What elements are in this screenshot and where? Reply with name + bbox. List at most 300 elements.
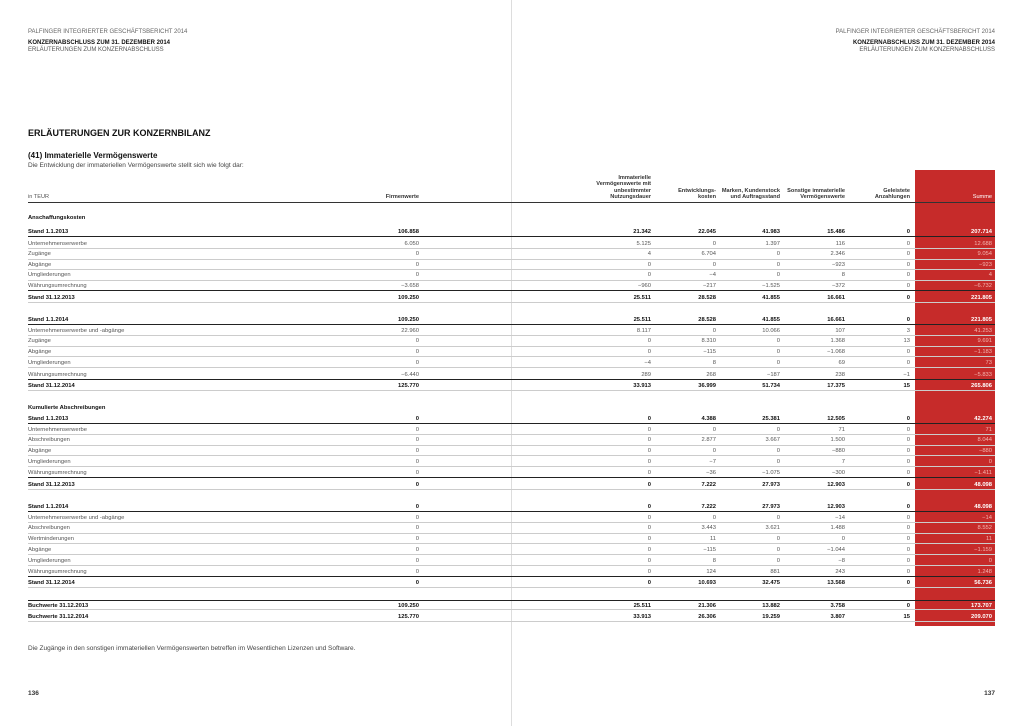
- value-cell: −8: [838, 557, 845, 564]
- value-cell: 15: [903, 613, 910, 620]
- sum-cell: −923: [978, 261, 992, 268]
- row-label: Zugänge: [28, 251, 51, 258]
- value-cell: 7: [841, 458, 845, 465]
- row-label: Unternehmenserwerbe und -abgänge: [28, 327, 125, 334]
- sum-cell: 221.805: [971, 294, 992, 301]
- value-cell: 25.381: [762, 415, 780, 422]
- value-cell: 0: [906, 469, 910, 476]
- row-label: Stand 1.1.2014: [28, 503, 69, 510]
- row-label: Abgänge: [28, 447, 52, 454]
- value-cell: 3.443: [701, 525, 716, 532]
- value-cell: 33.913: [633, 382, 651, 389]
- value-cell: 16.661: [827, 316, 845, 323]
- value-cell: 268: [706, 371, 716, 378]
- value-cell: 21.306: [698, 602, 716, 609]
- value-cell: 109.250: [398, 294, 419, 301]
- value-cell: 12.903: [827, 481, 845, 488]
- value-cell: 0: [906, 272, 910, 279]
- sum-cell: 41.253: [974, 327, 992, 334]
- value-cell: 0: [647, 437, 651, 444]
- value-cell: 28.528: [698, 316, 716, 323]
- value-cell: 8: [712, 557, 716, 564]
- row-label: Stand 1.1.2013: [28, 228, 69, 235]
- value-cell: 69: [838, 359, 845, 366]
- row-label: Unternehmenserwerbe und -abgänge: [28, 514, 125, 521]
- table-row: [28, 534, 995, 545]
- value-cell: 0: [906, 251, 910, 258]
- value-cell: 3: [906, 327, 910, 334]
- table-row: [28, 293, 995, 304]
- sum-cell: 173.707: [971, 602, 992, 609]
- table-row: [28, 556, 995, 567]
- value-cell: 0: [906, 557, 910, 564]
- value-cell: 0: [712, 426, 716, 433]
- table-row: [28, 239, 995, 250]
- value-cell: 0: [906, 359, 910, 366]
- row-label: Stand 31.12.2013: [28, 481, 75, 488]
- subsection-title: ERLÄUTERUNGEN ZUM KONZERNABSCHLUSS: [28, 47, 164, 53]
- value-cell: 243: [835, 568, 845, 575]
- value-cell: 0: [647, 503, 651, 510]
- value-cell: −880: [831, 447, 845, 454]
- value-cell: 0: [906, 426, 910, 433]
- value-cell: −1.075: [762, 469, 780, 476]
- value-cell: 116: [835, 240, 845, 247]
- row-label: Unternehmenserwerbe: [28, 240, 87, 247]
- sum-cell: 209.070: [971, 613, 992, 620]
- value-cell: 1.488: [830, 525, 845, 532]
- value-cell: 7.222: [701, 481, 716, 488]
- table-row: [28, 315, 995, 326]
- value-cell: 0: [647, 272, 651, 279]
- value-cell: 109.250: [398, 316, 419, 323]
- value-cell: 0: [776, 261, 780, 268]
- value-cell: 15: [903, 382, 910, 389]
- value-cell: 0: [415, 426, 419, 433]
- table-row: [28, 358, 995, 369]
- value-cell: 28.528: [698, 294, 716, 301]
- value-cell: 2.346: [830, 251, 845, 258]
- value-cell: 0: [415, 579, 419, 586]
- value-cell: 0: [415, 437, 419, 444]
- row-label: Abgänge: [28, 261, 52, 268]
- value-cell: 0: [776, 514, 780, 521]
- value-cell: 4.388: [701, 415, 716, 422]
- value-cell: 8.310: [701, 338, 716, 345]
- value-cell: 0: [415, 447, 419, 454]
- value-cell: 0: [647, 338, 651, 345]
- value-cell: 0: [906, 481, 910, 488]
- value-cell: 0: [647, 525, 651, 532]
- value-cell: 0: [906, 447, 910, 454]
- value-cell: 238: [835, 371, 845, 378]
- value-cell: 0: [415, 261, 419, 268]
- row-label: Kumulierte Abschreibungen: [28, 404, 106, 411]
- report-title: PALFINGER INTEGRIERTER GESCHÄFTSBERICHT 2014: [28, 29, 188, 35]
- sum-cell: 207.714: [971, 228, 992, 235]
- value-cell: 0: [415, 458, 419, 465]
- value-cell: 27.973: [762, 503, 780, 510]
- row-label: Umgliederungen: [28, 458, 71, 465]
- report-title: PALFINGER INTEGRIERTER GESCHÄFTSBERICHT 2014: [835, 29, 995, 35]
- value-cell: 0: [776, 272, 780, 279]
- row-label: Stand 31.12.2014: [28, 579, 75, 586]
- page-title: ERLÄUTERUNGEN ZUR KONZERNBILANZ: [28, 128, 211, 138]
- value-cell: 1.500: [830, 437, 845, 444]
- value-cell: 0: [415, 272, 419, 279]
- value-cell: 0: [415, 338, 419, 345]
- table-row: [28, 326, 995, 337]
- value-cell: −115: [703, 348, 716, 355]
- row-label: Abschreibungen: [28, 437, 70, 444]
- value-cell: −1.068: [827, 348, 845, 355]
- value-cell: 0: [776, 546, 780, 553]
- table-row: [28, 513, 995, 524]
- value-cell: 41.855: [762, 316, 780, 323]
- table-row: [28, 523, 995, 534]
- value-cell: −36: [706, 469, 716, 476]
- value-cell: −923: [831, 261, 845, 268]
- table-row: [28, 260, 995, 271]
- row-label: Abschreibungen: [28, 525, 70, 532]
- value-cell: 41.855: [762, 294, 780, 301]
- sum-cell: 12.688: [974, 240, 992, 247]
- value-cell: 0: [906, 602, 910, 609]
- table-row: [28, 446, 995, 457]
- value-cell: 0: [906, 348, 910, 355]
- value-cell: 16.661: [827, 294, 845, 301]
- table-row: [28, 578, 995, 589]
- sum-cell: −14: [982, 514, 992, 521]
- value-cell: 0: [906, 514, 910, 521]
- value-cell: −1.525: [762, 282, 780, 289]
- value-cell: 27.973: [762, 481, 780, 488]
- value-cell: 0: [647, 261, 651, 268]
- sum-cell: −1.411: [974, 469, 992, 476]
- value-cell: 8: [841, 272, 845, 279]
- running-header-right: [836, 29, 995, 54]
- value-cell: 3.807: [830, 613, 845, 620]
- column-header: Summe: [972, 193, 992, 200]
- intro-text: Die Entwicklung der immateriellen Vermögenswerte stellt sich wie folgt dar:: [28, 162, 244, 169]
- value-cell: 7.222: [701, 503, 716, 510]
- row-label: Stand 31.12.2013: [28, 294, 75, 301]
- value-cell: 51.734: [762, 382, 780, 389]
- value-cell: 22.045: [698, 228, 716, 235]
- value-cell: −3.658: [401, 282, 419, 289]
- sum-cell: −6.732: [974, 282, 992, 289]
- table-row: [28, 270, 995, 281]
- value-cell: 0: [647, 568, 651, 575]
- section-title: KONZERNABSCHLUSS ZUM 31. DEZEMBER 2014: [852, 40, 995, 46]
- sum-cell: 48.098: [974, 503, 992, 510]
- sum-cell: 11: [985, 535, 992, 542]
- value-cell: −4: [644, 359, 651, 366]
- sum-cell: 1.248: [977, 568, 992, 575]
- value-cell: −372: [831, 282, 845, 289]
- value-cell: 10.693: [698, 579, 716, 586]
- value-cell: 12.903: [827, 503, 845, 510]
- value-cell: 0: [415, 503, 419, 510]
- sum-cell: 0: [988, 557, 992, 564]
- row-label: Währungsumrechnung: [28, 282, 87, 289]
- value-cell: 15.486: [827, 228, 845, 235]
- value-cell: 5.125: [636, 240, 651, 247]
- value-cell: 0: [415, 546, 419, 553]
- value-cell: 25.511: [633, 316, 651, 323]
- value-cell: 0: [906, 458, 910, 465]
- table-row: [28, 347, 995, 358]
- sum-cell: 9.691: [977, 338, 992, 345]
- sum-cell: −880: [978, 447, 992, 454]
- row-label: Umgliederungen: [28, 272, 71, 279]
- value-cell: 0: [776, 426, 780, 433]
- value-cell: 0: [712, 447, 716, 454]
- page-number-left: 136: [28, 690, 39, 697]
- table-row: [28, 435, 995, 446]
- value-cell: 0: [415, 514, 419, 521]
- table-row: [28, 227, 995, 238]
- running-header-left: [28, 29, 187, 54]
- value-cell: 0: [906, 568, 910, 575]
- value-cell: 3.621: [765, 525, 780, 532]
- value-cell: 0: [647, 447, 651, 454]
- value-cell: 36.999: [698, 382, 716, 389]
- value-cell: 1.397: [765, 240, 780, 247]
- row-label: Wertminderungen: [28, 535, 74, 542]
- row-label: Stand 1.1.2014: [28, 316, 69, 323]
- row-label: Abgänge: [28, 348, 52, 355]
- value-cell: 0: [906, 415, 910, 422]
- value-cell: 10.066: [762, 327, 780, 334]
- value-cell: 2.877: [701, 437, 716, 444]
- value-cell: 0: [415, 359, 419, 366]
- value-cell: 0: [415, 469, 419, 476]
- value-cell: 13.568: [827, 579, 845, 586]
- value-cell: 0: [776, 251, 780, 258]
- row-label: Buchwerte 31.12.2014: [28, 613, 89, 620]
- value-cell: 0: [647, 415, 651, 422]
- table-row: [28, 480, 995, 491]
- value-cell: 125.770: [398, 613, 419, 620]
- value-cell: 12.505: [827, 415, 845, 422]
- value-cell: 33.913: [633, 613, 651, 620]
- value-cell: 32.475: [762, 579, 780, 586]
- section-row: [28, 403, 995, 414]
- value-cell: 0: [647, 579, 651, 586]
- value-cell: 0: [415, 348, 419, 355]
- sum-cell: −1.183: [974, 348, 992, 355]
- table-row: [28, 425, 995, 436]
- note-heading: (41) Immaterielle Vermögenswerte: [28, 151, 158, 160]
- value-cell: 26.306: [698, 613, 716, 620]
- value-cell: 0: [415, 557, 419, 564]
- table-row: [28, 600, 995, 611]
- column-header: Entwicklungs- kosten: [678, 187, 716, 200]
- value-cell: −6.440: [401, 371, 419, 378]
- value-cell: 19.259: [762, 613, 780, 620]
- table-row: [28, 545, 995, 556]
- table-row: [28, 336, 995, 347]
- value-cell: 881: [770, 568, 780, 575]
- value-cell: −187: [766, 371, 780, 378]
- value-cell: 0: [906, 535, 910, 542]
- section-row: [28, 213, 995, 224]
- value-cell: 0: [647, 426, 651, 433]
- value-cell: 21.342: [633, 228, 651, 235]
- value-cell: 0: [906, 228, 910, 235]
- value-cell: −14: [835, 514, 845, 521]
- row-label: Währungsumrechnung: [28, 371, 87, 378]
- value-cell: 8.117: [636, 327, 651, 334]
- value-cell: −1: [903, 371, 910, 378]
- value-cell: −960: [637, 282, 651, 289]
- row-label: Währungsumrechnung: [28, 469, 87, 476]
- row-label: Buchwerte 31.12.2013: [28, 602, 89, 609]
- value-cell: 0: [647, 469, 651, 476]
- row-label: Anschaffungskosten: [28, 214, 86, 221]
- value-cell: 0: [647, 546, 651, 553]
- sum-cell: 9.054: [977, 251, 992, 258]
- value-cell: 71: [838, 426, 845, 433]
- value-cell: 0: [776, 535, 780, 542]
- value-cell: 0: [647, 481, 651, 488]
- row-label: Zugänge: [28, 338, 51, 345]
- value-cell: 0: [647, 458, 651, 465]
- value-cell: 0: [906, 282, 910, 289]
- column-header: Immaterielle Vermögenswerte mit unbestimmter Nutzungsdauer: [596, 175, 651, 200]
- sum-cell: 8.044: [977, 437, 992, 444]
- value-cell: 0: [712, 514, 716, 521]
- table-row: [28, 281, 995, 292]
- value-cell: 25.511: [633, 294, 651, 301]
- table-row: [28, 381, 995, 392]
- row-label: Stand 31.12.2014: [28, 382, 75, 389]
- sum-cell: −1.159: [974, 546, 992, 553]
- sum-cell: 221.805: [971, 316, 992, 323]
- value-cell: 0: [776, 458, 780, 465]
- value-cell: 289: [641, 371, 651, 378]
- value-cell: 124: [706, 568, 716, 575]
- sum-cell: 0: [988, 458, 992, 465]
- value-cell: 125.770: [398, 382, 419, 389]
- sum-cell: 8.552: [977, 525, 992, 532]
- value-cell: 0: [906, 579, 910, 586]
- value-cell: 1.368: [830, 338, 845, 345]
- row-label: Umgliederungen: [28, 359, 71, 366]
- value-cell: 8: [712, 359, 716, 366]
- value-cell: −4: [709, 272, 716, 279]
- value-cell: 0: [415, 525, 419, 532]
- value-cell: 0: [906, 240, 910, 247]
- value-cell: 109.250: [398, 602, 419, 609]
- table-row: [28, 370, 995, 381]
- table-row: [28, 249, 995, 260]
- value-cell: −115: [703, 546, 716, 553]
- value-cell: 0: [776, 338, 780, 345]
- subsection-title: ERLÄUTERUNGEN ZUM KONZERNABSCHLUSS: [859, 47, 995, 53]
- value-cell: 0: [712, 240, 716, 247]
- value-cell: 0: [906, 503, 910, 510]
- value-cell: 0: [906, 525, 910, 532]
- value-cell: 0: [415, 535, 419, 542]
- value-cell: 41.983: [762, 228, 780, 235]
- value-cell: −300: [831, 469, 845, 476]
- row-label: Unternehmenserwerbe: [28, 426, 87, 433]
- header-rule: [28, 202, 995, 203]
- sum-cell: 4: [988, 272, 992, 279]
- sum-cell: 265.806: [971, 382, 992, 389]
- row-label: Stand 1.1.2013: [28, 415, 69, 422]
- unit-label: in TEUR: [28, 194, 50, 200]
- sum-cell: 48.098: [974, 481, 992, 488]
- value-cell: −7: [709, 458, 716, 465]
- value-cell: 0: [906, 294, 910, 301]
- section-title: KONZERNABSCHLUSS ZUM 31. DEZEMBER 2014: [28, 40, 171, 46]
- column-header: Marken, Kundenstock und Auftragsstand: [721, 187, 780, 200]
- value-cell: 0: [647, 514, 651, 521]
- value-cell: 4: [647, 251, 651, 258]
- column-header: Geleistete Anzahlungen: [874, 187, 910, 200]
- value-cell: 0: [415, 568, 419, 575]
- value-cell: 3.758: [830, 602, 845, 609]
- value-cell: 0: [776, 557, 780, 564]
- value-cell: 17.375: [827, 382, 845, 389]
- value-cell: 3.667: [765, 437, 780, 444]
- value-cell: 0: [776, 447, 780, 454]
- sum-cell: 71: [985, 426, 992, 433]
- table-row: [28, 414, 995, 425]
- value-cell: 106.858: [398, 228, 419, 235]
- value-cell: 13: [903, 338, 910, 345]
- footnote: Die Zugänge in den sonstigen immateriellen Vermögenswerten betreffen im Wesentlichen Lizenzen und Software.: [28, 645, 356, 652]
- value-cell: 13.882: [762, 602, 780, 609]
- page-number-right: 137: [984, 690, 995, 697]
- sum-cell: −5.833: [974, 371, 992, 378]
- value-cell: 0: [906, 546, 910, 553]
- value-cell: −1.044: [827, 546, 845, 553]
- sum-cell: 42.274: [974, 415, 992, 422]
- row-label: Abgänge: [28, 546, 52, 553]
- table-row: [28, 502, 995, 513]
- value-cell: 0: [776, 359, 780, 366]
- value-cell: 0: [415, 415, 419, 422]
- value-cell: 0: [647, 535, 651, 542]
- row-label: Umgliederungen: [28, 557, 71, 564]
- value-cell: 0: [906, 261, 910, 268]
- value-cell: 0: [712, 261, 716, 268]
- table-row: [28, 612, 995, 623]
- value-cell: 0: [415, 481, 419, 488]
- value-cell: 0: [841, 535, 845, 542]
- value-cell: 0: [415, 251, 419, 258]
- value-cell: 6.050: [404, 240, 419, 247]
- value-cell: 11: [709, 535, 716, 542]
- table-row: [28, 468, 995, 479]
- value-cell: 0: [776, 348, 780, 355]
- row-label: Währungsumrechnung: [28, 568, 87, 575]
- table-row: [28, 457, 995, 468]
- value-cell: 6.704: [701, 251, 716, 258]
- value-cell: 0: [906, 316, 910, 323]
- value-cell: −217: [702, 282, 716, 289]
- value-cell: 0: [647, 557, 651, 564]
- sum-cell: 56.736: [974, 579, 992, 586]
- value-cell: 25.511: [633, 602, 651, 609]
- column-header: Sonstige immaterielle Vermögenswerte: [787, 187, 845, 200]
- value-cell: 0: [647, 348, 651, 355]
- sum-cell: 73: [985, 359, 992, 366]
